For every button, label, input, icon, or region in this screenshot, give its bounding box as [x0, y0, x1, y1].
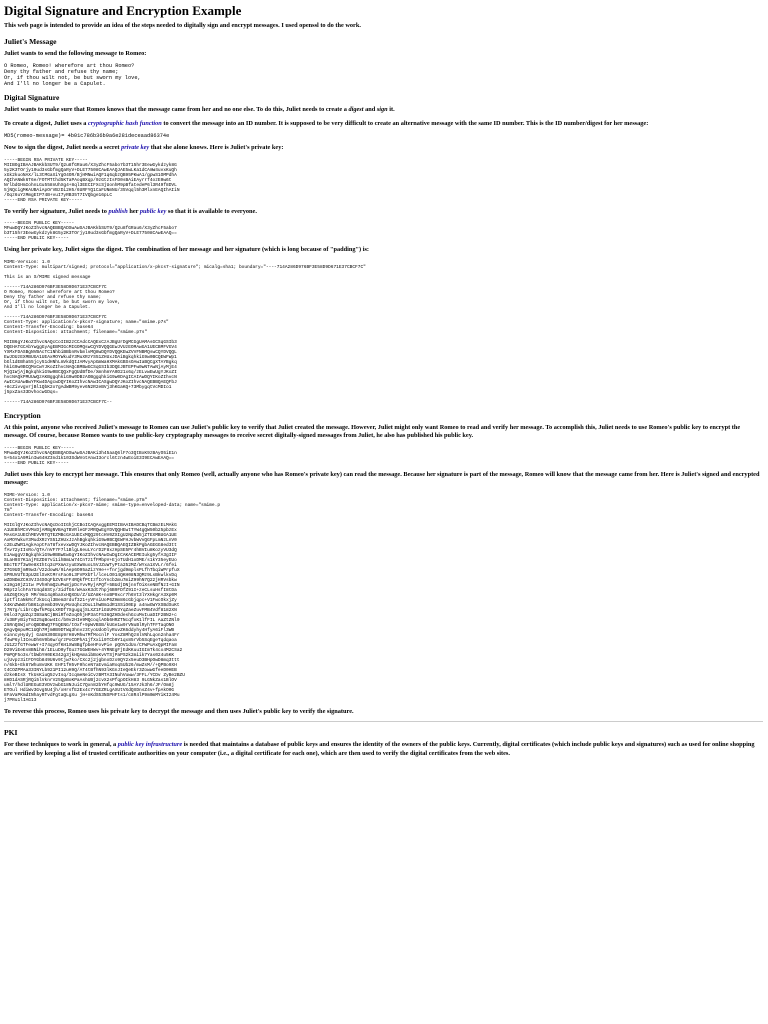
public-key-block: -----BEGIN PUBLIC KEY----- MFwwDQYJKoZIhvcNAQEBBQADSwAwSAJBAKkbSUT9/Q2u8fGRau6/X3yZhcF5abo7 b3T15hr3EewGykdzyk8G5y2K3TOrjy10ud3sGbfmgQaRyV+DLE77508CAwEAAQ== -----END PUBLIC KEY-----: [4, 221, 177, 242]
heading-encryption: Encryption: [4, 410, 41, 420]
heading-juliets-message: Juliet's Message: [4, 36, 57, 46]
romeo-public-key-block: -----BEGIN PUBLIC KEY----- MFwwDQYJKoZIhvcNAQEBBQADSwAwSAJBAKi3h45aaQ6lF7o3QtBxK9zBAyO5iE1n 5+54x1A9MinIw64HZ3nd1k103SdWVotAnwI3orcl6tzn4wEoiE3I9ECAwEAAQ== -----END PUBLIC KEY-----: [4, 445, 177, 466]
text: her: [127, 207, 140, 215]
text: is needed that maintains a database of public keys and ensures the identity of the owners of the public keys. Currently, digital certificates (which include public keys and signatures) such as used for online shopping are verified by keeping a list of trusted certificate authorities on your computer (i.e., a digital certificate for each one), which are then used to verify the digital certificates from the web sites.: [4, 741, 755, 757]
heading-pki: PKI: [4, 728, 18, 738]
pki-link[interactable]: public key infrastructure: [117, 741, 183, 749]
encryption-paragraph-1: At this point, anyone who received Juliet's message to Romeo can use Juliet's public key to verify that Juliet created the message. However, Juliet might only want Romeo to read and verify her message. To accomplish this, Juliet needs to use Romeo's public key to encrypt the message. Of course, because Romeo wants to use public-key cryptography messages to receive secret digitally-signed messages from Juliet, he also has published his public key.: [4, 423, 741, 440]
message-intro: Juliet wants to send the following message to Romeo:: [4, 49, 147, 57]
signature-paragraph-1: [4, 106, 763, 115]
juliet-message-block: O Romeo, Romeo! wherefore art thou Romeo? Deny thy father and refuse thy name; Or, if thou wilt not, be but sworn my love, And I'll no longer be a Capulet.: [4, 63, 141, 88]
signature-paragraph-2: [4, 120, 763, 129]
encrypted-message-block: MIME-Version: 1.0 Content-Disposition: attachment; filename="smime.p7m" Content-Type: application/x-pkcs7-mime; smime-type=enveloped-data; name="smime.p 7m" Content-Transfer-Encoding: base64 MIIGlQYJKoZIhvcNAQcDoIIGhjCCBoICAQAxggEEMIIBAAIBADCBqTCBmzELMAkG A1UEBhMCVVMxDjAMBgNVBAgTBVRleGFzMRQwEgYDVQQHEwtTYW4gQW50b25pbzEx MAsGA1UEChMEVVRTQTEZMBcGA1UECxMQQ29tcHV0ZXIgU2NpZW5jZTEXMBUGA1UE AxMOYWkuY3MudXRzYS51ZHUxJzAhBgkqhkiG9w0BCQEWFHJvbWVvQGFpLmNzLnV0 c2EuZWR1AgkAoptFaT8fxevxwDQYJKoZIhvcNAQEBBQAEQIZBkPgbAGEGG8ed3tt fAv72yIIsRo/QTA/nVF7F7l1BlgL6euLYcrD2F8xzHpSE5Pr4hBVIu8KozyVU3dQ E1AwggVzBgkqhkiG9w0BBwEwGgYIKoZIhvcNAwIwDgICAKACEMEIukg5yfA3gIIF SLaH9S7K1ajFEZD87vi1ihBmLW74CnTz1fFMbpV+EjoTUdH1oDME/s1kY35eyEUo BEcTE7f3w9e8XIhtq3cPXmAzyuEXW8uoL5VJZuWTyPta252MZ/WYxa1XVLr/6fei Z7G9UDjmR9w3/V22dowN/9iAep6O95aZizYHe++fnrjgd9mplsPLfhTbqiWPrpfuX SPRUVUfE3pU2ElSvKtMrsFao9L3FVPXbTl/lceLO014QKH08N3QMz9LsBkwlkvDq wZDNDmZCH3VJ34SOqFbZVEsFF4RQkfPtIzfIoYncb2mu7miZ99hN7Q22jHRVsbkw x19g10jZ1tw PVhHhmQ2uPw8jpDcYvvMyjAPQf+5BUdjDNjnnfOiXseNBfNzI+GIN M8pt2lchFa7U4qd8Sty/3idfG6/WAaxK3dt7hpj6B9FDfZ91I+zeCLsuHsfI8tDa a5Z6QtKyO MM/9m14q0baXxHQXDU/Z/UZA8K+noBP9xcr7h6Vt3lYXHkgrA3Xp0M iptfltaNkRcfJkUcql3Bem3rduf321+yVFsiUoP6ZHm86cGbjqpc+V1FwcOkxjZy X4KnZWWGrbB61qXemb39VayMxUqhc2OuL1hWBm1dR1SSiO0Ep a4nwGWYXSBdSuKt j7N7g/LibrcQwfkPGpLXRDf7XgugqjSLXZ1FiGUUMV3YqZaeZuvFMB4Vdf8182XN 96lo37gUZqzIBSaNCjBNiRfeZoqOhjHP3atF536QZHDdeshGcuMvIuaDIF2BN2+c /u3BFyBiyTmI25qBow4Ic/b0v2HIe9MQcoqlAOb6HRZTNcqfoK1lfFIL AaZtZNl9 25RnQSWjxFoQBDBWQ7F5QENG/tOxf+9pWVBSB/kUGe1w9rVNuBlRyhTFFTaqONO QAgvQmpuMC1UQh7Mjm0B9DTWq3hnvz3tyoUdoOlyRuvZK6ddyhy4HfyA6iFl3WB einncyHydyj GaUH30SE8p9rH8vMhw7MfMocnlF YosZ8MhQz8lVNhLqon2nha4Fr f4wP6ylICeuDh6V0b6w/qrzPoCDPhA1jfXxii9TCb0Y1qx85rVb5SqEgeTqdqaoa JU1ZzfGTFewWr+I74qyOfKH1XW8BgfpbeHFovPie pQOV1dUo/CFWPuAxQpMIFa8 D29ViEeEs8BNih8/1ELuD0yfGuz7GGWEHWv+4YRNEgFjEdKKuuIGImTk4cx4M2CSa2 PmPQF5o3s/tbWbYH0EK342g3jkHQAmaibBoKvVTSjPaPS2k2miik7Yas024u5KK ujUvpz3itFDYGb849U6v9tjw7ko/CXc2j2jgbnoDzo9QY2x5euD3BHpOwD8mq3ttt n/6kb+Ek87Whu8vUKK EHF1fH5vF0hceN7aEvmiaRoq5Ub26/mwZsM//+QPBo9XH t4COZPMAa33INYLb921PI12uH9Q/AT4tBfhN93lKGnJIeQeEkr3ZowwGfeeD0HEB dzkeBIsX TkUsKiuQ5zvIsq/IcqmeNeiCvzBMTA3INuhVuww/3FFL/YCDv ZyBe2BZU 8HD1dASRjRQi5lVknrV25QpBoKPaAshUBj2cvX2sPfqpOIkH83 9LGNkZas1BlOV uml7/hdlUREGuE3VDVzwbG18NJuiC7Qxn82bYHfqc9WUG/15AYJk3h6/JF/Om8j ETOul HdiWv3Gvg5U4jh/xHrsfE2Ex4c7YGEZRLgAXUtVXdQXDnsZ4v+fpAkO0G 8FaVaPKmdINhayRTvdFgtaQLgXu jH+nKdS53NSPHFts1/c8R4lP9m0mMYiKI24Mu j7PRu1lIAG13: [4, 492, 221, 703]
text: to convert the message into an ID number. It is supposed to be very difficult to create an alternative message with the same ID number. This is the ID number/digest for her message:: [161, 119, 649, 127]
text: Now to sign the digest, Juliet needs a secret: [4, 144, 122, 152]
divider: [4, 721, 763, 722]
encryption-paragraph-3: To reverse this process, Romeo uses his private key to decrypt the message and then uses Juliet's public key to verify the signature.: [4, 707, 354, 715]
text: that she alone knows. Here is Juliet's private key:: [149, 144, 284, 152]
private-key-link[interactable]: private key: [121, 144, 150, 152]
text: and: [363, 106, 377, 114]
text: Juliet wants to make sure that Romeo knows that the message came from her and no one else. To do this, Juliet needs to create a: [4, 106, 349, 114]
encryption-paragraph-2: Juliet uses this key to encrypt her message. This ensures that only Romeo (well, actually anyone who has Romeo's private key) can read the message. Because her signature is part of the message, Romeo will know that the message came from her. Here is Juliet's signed and encrypted message:: [4, 470, 760, 487]
signature-paragraph-5: Using her private key, Juliet signs the digest. The combination of her message and her signature (which is long because of "padding") is:: [4, 246, 370, 254]
signed-message-block: MIME-Version: 1.0 Content-Type: multipart/signed; protocol="application/x-pkcs7-signature"; micalg=sha1; boundary="----714A286D976BF3E58D9D671E37CBCF7C" This is an S/MIME signed message ------714A286D976BF3E58D9D671E37CBCF7C O Romeo, Romeo! wherefore art thou Romeo? Deny thy father and refuse thy name; Or, if thou wilt not, be but sworn my love, And I'll no longer be a Capulet. ------714A286D976BF3E58D9D671E37CBCF7C Content-Type: application/x-pkcs7-signature; name="smime.p7s" Content-Transfer-Encoding: base64 Content-Disposition: attachment; filename="smime.p7s" MIIB6gYJKoZIhvcNAQcCoIIB2zCCAdcCAQExCzAJBgUrDgMCGgUAMAsGCSqGSIb3 DQEHATGCAbYwggGyAgEBMIGcMIGOMQswCQYDVQQGEwJVUzEOMAwGA1UECBMFVGV4 YXMxFDASBgNVBAcTC1NhbiBBbnRvbmlvMQ8wDQYDVQQKEwZVVFNBMQswCQYDVQQL EwJDUzEXMBUGA1UEAxMOYWkudY3MuXRzYS51ZHUxJDAiBgkqhkiG9w0BCQEWFWp1 bGl1dEBha55jcy51dHNhLmVkdQIJAMvyApGmWaHXMAkGBSsOAwIaBQCgXTAYBgkq hkiG9w0BCQMxCwYJKoZIhvcNAQcBMBwGCSqGSIb3DQEJBTEPFw0wNTAwNjAyMjE4 MjQ1WjAjBgkqhkiG9w0BCQQxFgQUdBfDe/XmnhmYA0D21x6q/zELvwEwUgYJKoZI hvcNAQkPMUUwQzAKBggqhkiG9w0DBzAOBggqhkiG9w0DAgICAIAwDQYIKoZIhvcN AwICAUAwBwYFKw4DAgcwDQYIKoZIhvcNAwICASgwDQYJKoZIhvcNAQEBBQAEQFbJ +8cZivvgvrjBl1QbK2o7gAdWBM9yev6N2R2eBVj3hKGaKQ+73MbygqtVcMDIo1 j5pxZas33DvhocwGDqs= ------714A286D976BF3E58D9D671E37CBCF7C--: [4, 259, 366, 405]
digest-term: digest: [348, 106, 364, 114]
signature-paragraph-3: [4, 144, 763, 153]
text: To create a digest, Juliet uses a: [4, 119, 88, 127]
digest-line: MD5(romeo-message)= 4b01c786b36b9a6e281deceaad86374e: [4, 133, 170, 140]
private-key-block: -----BEGIN RSA PRIVATE KEY----- MIIBOgIBAAJBAKkbSUT9/Q2u8fGRau6/X3yZhcF5abo7b3T15hr3EewGykdzyk8G 5y2K3TOrjy10ud3sGbfmgQaRyV+DLE77508CAwEAAQJAE5wLKa1dCAmW4uvxKuQh xGk2kuoNAX/lL3tMGaXiYgO4OR/BjHMNwiAQF1q6qbzQB95PKwA1/gpwS1OMPdhA AQIhANWk6T6e/FOTMTthd5KTaPAoqBXqp/0zGtzIsFD0sBAiEAyrrf4ozE0w6t NrlbdGHmIohnLGu558nUhXg4+8ql3EECIFXcSjUonhM9pBfatedeP6l3R49f8DVL 5jNQcigMKAUBAiApOrVBzDi2H5/6URFYQ1CaFUNmNU/35Vqql5h3MlxnEAQIhAIiN /Oqz6uYzMmgEtP74B+vuI7yRB35T7IVQbge16pLC -----END RSA PRIVATE KEY-----: [4, 157, 180, 203]
heading-digital-signature: Digital Signature: [4, 93, 60, 103]
intro-paragraph: This web page is intended to provide an idea of the steps needed to digitally sign and encrypt messages. I used openssl to do the work.: [4, 22, 361, 29]
page-title: Digital Signature and Encryption Example: [4, 3, 242, 18]
hash-function-link[interactable]: cryptographic hash function: [87, 119, 162, 127]
public-key-link[interactable]: public key: [139, 207, 167, 215]
text: To verify her signature, Juliet needs to: [4, 207, 109, 215]
signature-paragraph-4: [4, 208, 763, 217]
text: so that it is available to everyone.: [166, 207, 257, 215]
text: For these techniques to work in general, a: [4, 741, 118, 749]
publish-link[interactable]: publish: [108, 207, 128, 215]
text: it.: [387, 106, 395, 114]
sign-term: sign: [376, 106, 388, 114]
pki-paragraph: [4, 741, 763, 758]
